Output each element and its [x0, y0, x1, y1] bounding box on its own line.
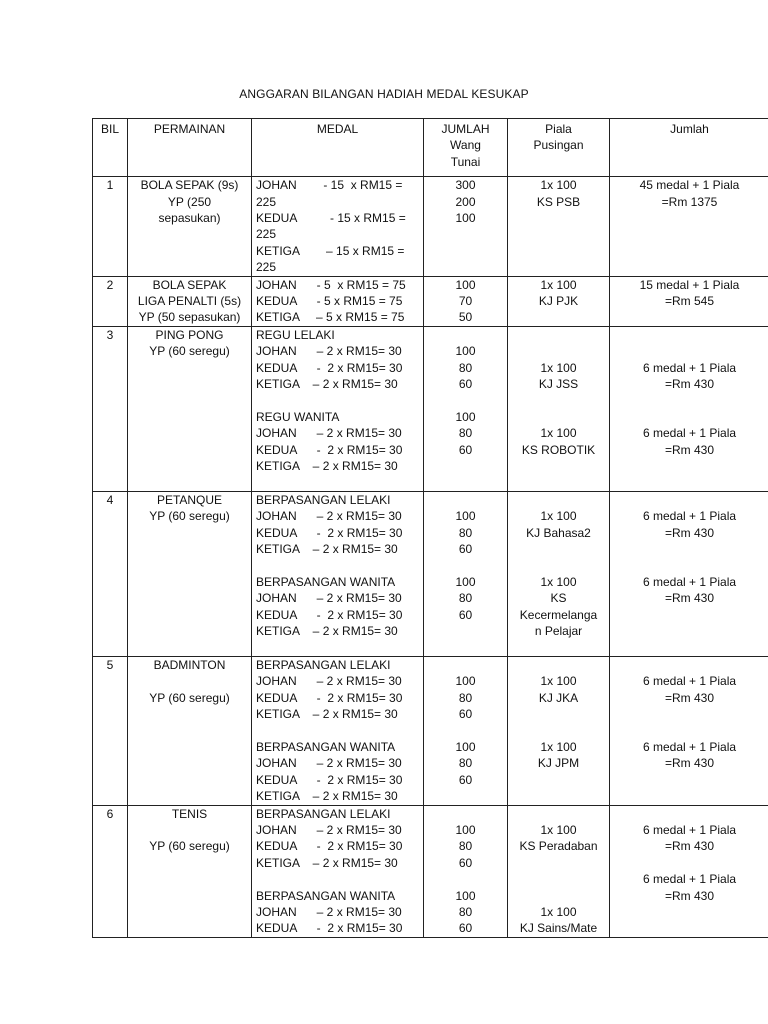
row-game: PETANQUE YP (60 seregu) [128, 491, 252, 656]
row-cash: 100 80 60 100 80 60 [424, 656, 508, 805]
table-row [93, 805, 768, 937]
prize-budget-table [92, 118, 768, 938]
table-row [93, 326, 768, 491]
header-jumlah-wang-tunai: JUMLAH Wang Tunai [424, 119, 508, 177]
document-title: ANGGARAN BILANGAN HADIAH MEDAL KESUKAP [239, 87, 529, 101]
row-game: PING PONG YP (60 seregu) [128, 326, 252, 491]
table-row [93, 177, 768, 276]
row-bil: 1 [93, 177, 128, 276]
row-total: 6 medal + 1 Piala =Rm 430 6 medal + 1 Piala =Rm 430 [610, 491, 768, 656]
row-total: 6 medal + 1 Piala =Rm 430 6 medal + 1 Piala =Rm 430 [610, 656, 768, 805]
row-medal: JOHAN - 15 x RM15 = 225 KEDUA - 15 x RM15 = 225 KETIGA – 15 x RM15 = 225 [252, 177, 424, 276]
row-bil: 4 [93, 491, 128, 656]
table-header-row [93, 119, 768, 177]
row-trophy: 1x 100 KS Peradaban 1x 100 KJ Sains/Mate [508, 805, 610, 937]
row-game: BADMINTON YP (60 seregu) [128, 656, 252, 805]
table-row [93, 491, 768, 656]
row-trophy: 1x 100 KS PSB [508, 177, 610, 276]
row-game: BOLA SEPAK (9s) YP (250 sepasukan) [128, 177, 252, 276]
table-row [93, 276, 768, 326]
row-total: 6 medal + 1 Piala =Rm 430 6 medal + 1 Piala =Rm 430 [610, 326, 768, 491]
row-total: 45 medal + 1 Piala =Rm 1375 [610, 177, 768, 276]
row-bil: 2 [93, 276, 128, 326]
header-permainan: PERMAINAN [128, 119, 252, 177]
row-bil: 5 [93, 656, 128, 805]
row-bil: 3 [93, 326, 128, 491]
header-medal: MEDAL [252, 119, 424, 177]
header-jumlah: Jumlah [610, 119, 768, 177]
row-medal: REGU LELAKI JOHAN – 2 x RM15= 30 KEDUA - 2 x RM15= 30 KETIGA – 2 x RM15= 30 REGU WANITA JOHAN – 2 x RM15= 30 KEDUA - 2 x RM15= 30 KETIGA – 2 x RM15= 30 [252, 326, 424, 491]
row-trophy: 1x 100 KJ Bahasa2 1x 100 KS Kecermelanga n Pelajar [508, 491, 610, 656]
header-piala-pusingan: Piala Pusingan [508, 119, 610, 177]
row-medal: BERPASANGAN LELAKI JOHAN – 2 x RM15= 30 KEDUA - 2 x RM15= 30 KETIGA – 2 x RM15= 30 BERPASANGAN WANITA JOHAN – 2 x RM15= 30 KEDUA - 2 x RM15= 30 [252, 805, 424, 937]
header-bil: BIL [93, 119, 128, 177]
row-game: BOLA SEPAK LIGA PENALTI (5s) YP (50 sepasukan) [128, 276, 252, 326]
row-total: 15 medal + 1 Piala =Rm 545 [610, 276, 768, 326]
row-bil: 6 [93, 805, 128, 937]
row-cash: 100 80 60 100 80 60 [424, 491, 508, 656]
row-medal: BERPASANGAN LELAKI JOHAN – 2 x RM15= 30 KEDUA - 2 x RM15= 30 KETIGA – 2 x RM15= 30 BERPASANGAN WANITA JOHAN – 2 x RM15= 30 KEDUA - 2 x RM15= 30 KETIGA – 2 x RM15= 30 [252, 656, 424, 805]
row-trophy: 1x 100 KJ PJK [508, 276, 610, 326]
table-row [93, 656, 768, 805]
row-cash: 100 80 60 100 80 60 [424, 326, 508, 491]
row-cash: 300 200 100 [424, 177, 508, 276]
row-medal: JOHAN - 5 x RM15 = 75 KEDUA - 5 x RM15 = 75 KETIGA – 5 x RM15 = 75 [252, 276, 424, 326]
row-trophy: 1x 100 KJ JSS 1x 100 KS ROBOTIK [508, 326, 610, 491]
row-medal: BERPASANGAN LELAKI JOHAN – 2 x RM15= 30 KEDUA - 2 x RM15= 30 KETIGA – 2 x RM15= 30 BERPASANGAN WANITA JOHAN – 2 x RM15= 30 KEDUA - 2 x RM15= 30 KETIGA – 2 x RM15= 30 [252, 491, 424, 656]
row-total: 6 medal + 1 Piala =Rm 430 6 medal + 1 Piala =Rm 430 [610, 805, 768, 937]
row-trophy: 1x 100 KJ JKA 1x 100 KJ JPM [508, 656, 610, 805]
row-game: TENIS YP (60 seregu) [128, 805, 252, 937]
row-cash: 100 70 50 [424, 276, 508, 326]
row-cash: 100 80 60 100 80 60 [424, 805, 508, 937]
